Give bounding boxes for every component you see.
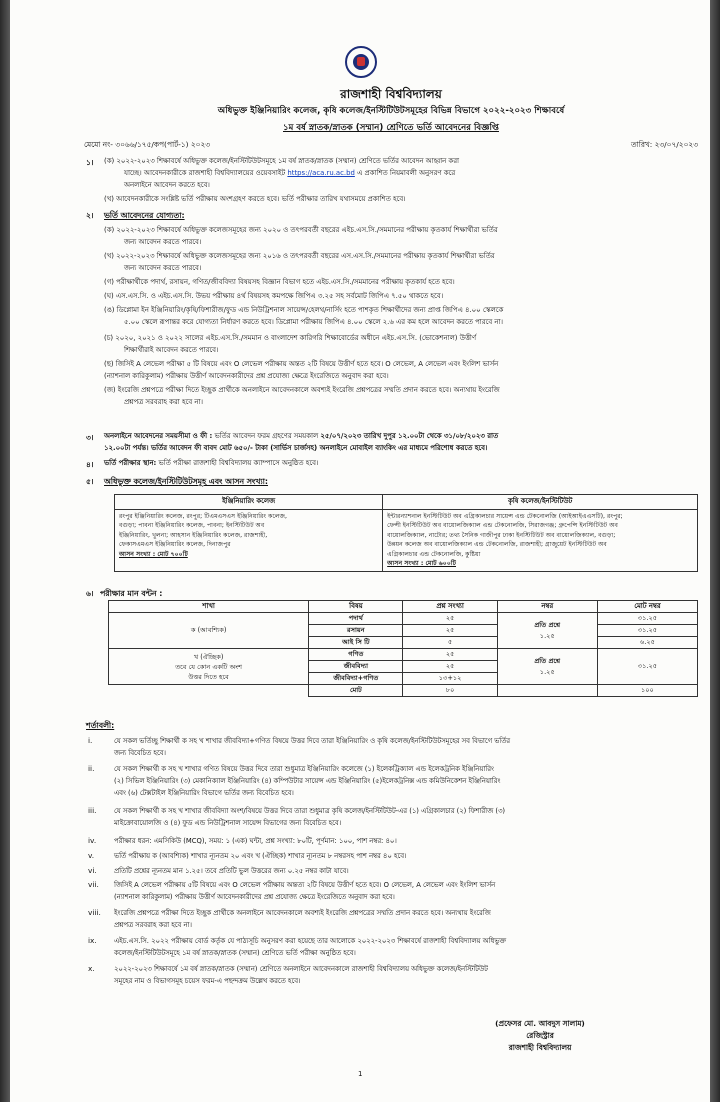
total-marks: ১০০ <box>597 685 697 697</box>
engineering-head: ইঞ্জিনিয়ারিং কলেজ <box>115 495 383 510</box>
section3-number: ৩। <box>86 433 94 442</box>
colleges-seats-table <box>114 494 698 572</box>
eligibility-item: ৫.০০ স্কেলে রূপান্তর করে যোগ্যতা নির্ধারণ করতে হবে। ডিপ্লোমা পরীক্ষায় জিপিএ ৪.০০ স্কেলে ২.৬ এর কম হলে আবেদন করতে পারবে না। <box>124 318 503 326</box>
section2-number: ২। <box>86 211 94 220</box>
agri-cell <box>383 509 698 571</box>
table-row-total: ৩১.২৫ <box>597 625 697 637</box>
section4-number: ৪। <box>86 460 94 469</box>
section4-line: ভর্তি পরীক্ষার স্থান: ভর্তি পরীক্ষা রাজশাহী বিশ্ববিদ্যালয় ক্যাম্পাসে অনুষ্ঠিত হবে। <box>104 459 319 467</box>
section1-kha: (খ) আবেদনকারীকে সংশ্লিষ্ট ভর্তি পরীক্ষায় অংশগ্রহণ করতে হবে। ভর্তি পরীক্ষার তারিখ যথাসময়ে প্রকাশিত হবে। <box>104 195 406 203</box>
rule-text: যে সকল শিক্ষার্থী ক সহ খ শাখার জীববিদ্যা অংশ/বিষয়ে উত্তর দিবে তারা শুধুমাত্র কৃষি কলেজ/ইনস্টিটিউট-এর (১) এগ্রিকালচার (২) ফিশারীজ (৩) <box>114 807 506 815</box>
eligibility-item: প্রশ্নপত্র সরবরাহ করা হবে না। <box>124 398 203 406</box>
eligibility-item: (ছ) জিসিই A লেভেল পরীক্ষা ৫ টি বিষয়ে এবং O লেভেল পরীক্ষায় অন্তত ২টি বিষয়ে উত্তীর্ণ হতে হবে। O লেভেল, A লেভেল এবং ইংলিশ ভার্সন <box>104 360 499 368</box>
agri-seats: আসন সংখ্যা : মোট ৬০০টি <box>387 560 456 567</box>
rule-text: (ন্যাশনাল কারিকুলাম) পরীক্ষায় উত্তীর্ণ আবেদনকারীদের প্রশ্ন প্রযোজ্য ক্ষেত্রে ইংরেজিতে অনুবাদ করা হবে। <box>114 893 395 901</box>
engineering-college-line: ইঞ্জিনিয়ারিং, খুলনা; আহসান ইঞ্জিনিয়ারিং কলেজ, রাজশাহী, <box>119 531 268 539</box>
rule-text: যে সকল শিক্ষার্থী ক সহ খ শাখার গণিত বিষয়ে উত্তর দিবে তারা শুধুমাত্র ইঞ্জিনিয়ারিং কলেজে (১) ইলেকট্রিক্যাল এন্ড ইলেকট্রনিক ইঞ্জিনিয়ারিং <box>114 765 494 773</box>
signatory-org: রাজশাহী বিশ্ববিদ্যালয় <box>508 1043 572 1052</box>
table-row-questions: ৫ <box>403 637 497 649</box>
section6-number: ৬। <box>86 589 94 598</box>
section6-title: পরীক্ষার মান বন্টন : <box>100 589 163 598</box>
rule-text: পরীক্ষার ধরন: এমসিকিউ (MCQ), সময়: ১ (এক) ঘন্টা, প্রশ্ন সংখ্যা: ৮০টি, পূর্ণমান: ১০০, পাশ নম্বর: ৪০। <box>114 837 397 845</box>
agri-college-line: এগ্রিকালচার এন্ড টেকনোলজি, কুষ্টিয়া <box>387 550 481 558</box>
notice-title-line2: ১ম বর্ষ স্নাতক/স্নাতক (সম্মান) শ্রেণিতে ভর্তি আবেদনের বিজ্ঞপ্তি <box>283 123 499 133</box>
col-branch: শাখা <box>109 601 309 613</box>
eligibility-item: শিক্ষার্থীরাই আবেদন করতে পারবে। <box>124 346 219 354</box>
table-row-questions: ২৫ <box>403 661 497 673</box>
mark-each-kha: প্রতি প্রশ্নে ১.২৫ <box>497 649 597 685</box>
engineering-college-line: ফেকাসএমএস ইঞ্জিনিয়ারিং কলেজ, দিনাজপুর <box>119 541 231 548</box>
agri-college-line: ফেন্সী ইনস্টিটিউট অব বায়োলজিক্যাল এন্ড টেকনোলজি, সিরাজগঞ্জ; গ্রুপেন্সি ইনস্টিটিউট অব <box>387 522 618 529</box>
memo-number: মেমো নং- ৩০৬৬/১৭৫/কপ(পার্ট-১) ২০২৩ <box>84 140 211 149</box>
engineering-colleges <box>119 512 378 550</box>
eligibility-item: (চ) ২০২০, ২০২১ ও ২০২২ সালের এইচ.এস.সি./সমমান ও বাংলাদেশ কারিগরি শিক্ষাবোর্ডের অধীনে এইচ.এস.সি. (ভোকেশনাল) উত্তীর্ণ <box>104 334 477 342</box>
signatory-role: রেজিস্ট্রার <box>526 1031 554 1040</box>
signature-block <box>470 1018 610 1054</box>
section5-number: ৫। <box>86 477 94 486</box>
left-edge-shadow <box>0 0 10 1102</box>
rule-number: vi. <box>88 866 97 875</box>
rules-title: শর্তাবলী: <box>86 721 115 730</box>
rule-number: vii. <box>88 880 99 889</box>
rule-text: যে সকল ভর্তিচ্ছু শিক্ষার্থী ক সহ খ শাখার জীববিদ্যা+গণিত বিষয়ে উত্তর দিবে তারা ইঞ্জিনিয়ারিং ও কৃষি কলেজ/ইনস্টিটিউটসমূহের সব বিভাগে ভর্তির <box>114 737 511 745</box>
agri-colleges <box>387 512 693 560</box>
section1-ka-line1: (ক) ২০২২-২০২৩ শিক্ষাবর্ষে অধিভুক্ত কলেজ/ইনস্টিটিউটসমূহে ১ম বর্ষ স্নাতক/স্নাতক (সম্মান) শ্রেণিতে ভর্তির আবেদন আহ্বান করা <box>104 157 460 165</box>
eligibility-item: জন্য আবেদন করতে পারবে। <box>124 264 202 272</box>
rule-text: জন্য বিবেচিত হবে। <box>114 749 166 757</box>
col-questions: প্রশ্ন সংখ্যা <box>403 601 497 613</box>
table-row-subject: পদার্থ <box>309 613 403 625</box>
section3-line2: ১২.০০টা পর্যন্ত। ভর্তির আবেদন ফী বাবদ মোট ৬৫০/- টাকা (সার্ভিস চার্জসহ) অনলাইনে মোবাইল ব্যাংকিং এর মাধ্যমে পরিশোধ করতে হবে। <box>104 444 488 452</box>
rule-number: ix. <box>88 936 97 945</box>
table-row-total: ৩১.২৫ <box>597 649 697 685</box>
col-total: মোট নম্বর <box>597 601 697 613</box>
total-questions: ৮০ <box>403 685 497 697</box>
table-row-questions: ২৫ <box>403 649 497 661</box>
total-label: মোট <box>309 685 403 697</box>
section3-line1: অনলাইনে আবেদনের সময়সীমা ও ফী : ভর্তির আবেদন ফরম গ্রহণের সময়কাল ২৫/০৭/২০২৩ তারিখ দুপুর ১২.০০টা থেকে ৩১/০৮/২০২৩ রাত <box>104 432 499 440</box>
section1-ka-line3: অনলাইনে আবেদন করতে হবে। <box>124 181 210 189</box>
rule-number: v. <box>88 851 95 860</box>
rule-text: প্রতিটি প্রশ্নের ন্যূনতম মান ১.২৫। তবে প্রতিটি ভুল উত্তরের জন্য ০.২৫ নম্বর কাটা যাবে। <box>114 867 349 875</box>
table-row-total: ৬.২৫ <box>597 637 697 649</box>
rule-number: x. <box>88 964 95 973</box>
table-row-subject: জীববিদ্যা <box>309 661 403 673</box>
rule-number: ii. <box>88 764 95 773</box>
group-ka: ক (আবশ্যিক) <box>109 613 309 649</box>
eligibility-item: (ঘ) এস.এস.সি. ও এইচ.এস.সি. উভয় পরীক্ষায় ৪র্থ বিষয়সহ কমপক্ষে জিপিএ ৩.২৫ সহ সর্বমোট জিপিএ ৭.৫০ থাকতে হবে। <box>104 292 444 300</box>
col-subject: বিষয় <box>309 601 403 613</box>
engineering-seats: আসন সংখ্যা : মোট ৭০০টি <box>119 550 188 558</box>
rule-text: (২) সিভিল ইঞ্জিনিয়ারিং (৩) মেকানিক্যাল ইঞ্জিনিয়ারিং (৪) কম্পিউটার সায়েন্স এন্ড ইঞ্জিনিয়ারিং (৫)ইলেকট্রনিক্স এন্ড কমিউনিকেশন ইঞ্জিনিয়ারিং <box>114 777 501 785</box>
rule-text: প্রশ্নপত্র সরবরাহ করা হবে না। <box>114 921 192 929</box>
rule-text: সমূহের নাম ও বিভাগসমূহ চয়েস ফরম-এ পছন্দক্রম উল্লেখ করতে হবে। <box>114 977 301 985</box>
agri-head: কৃষি কলেজ/ইনস্টিটিউট <box>383 495 698 510</box>
marks-distribution-table <box>108 600 698 697</box>
rule-text: ২০২২-২০২৩ শিক্ষাবর্ষে ১ম বর্ষ স্নাতক/স্নাতক (সম্মান) শ্রেণিতে অনলাইনে আবেদনকালে রাজশাহী বিশ্ববিদ্যালয় অধিভুক্ত কলেজ/ইনস্টিটিউট <box>114 965 488 973</box>
col-marks: নম্বর <box>497 601 597 613</box>
table-row-total: ৩১.২৫ <box>597 613 697 625</box>
eligibility-item: (ন্যাশনাল কারিকুলাম) পরীক্ষায় উত্তীর্ণ আবেদনকারীদের প্রশ্ন প্রযোজ্য ক্ষেত্রে ইংরেজিতে অনুবাদ করা হবে। <box>104 372 389 380</box>
table-row-questions: ২৫ <box>403 613 497 625</box>
group-kha: খ (ঐচ্ছিক) তবে যে কোন একটি অংশ উত্তর দিতে হবে <box>109 649 309 685</box>
memo-row <box>84 140 698 152</box>
rule-text: এবং (৬) টেক্সটাইল ইঞ্জিনিয়ারিং বিভাগে ভর্তির জন্য বিবেচিত হবে। <box>114 789 294 797</box>
rule-number: iv. <box>88 836 97 845</box>
rule-text: ভর্তি পরীক্ষায় ক (আবশ্যিক) শাখার ন্যূনতম ২০ এবং খ (ঐচ্ছিক) শাখার ন্যূনতম ৮ নম্বরসহ পাশ নম্বর ৪০ হবে। <box>114 852 407 860</box>
notice-date: তারিখ: ২৩/০৭/২০২৩ <box>631 140 698 149</box>
eligibility-item: (ঙ) ডিপ্লোমা ইন ইঞ্জিনিয়ারিং/কৃষি/ফিশারীজ/ফুড এন্ড নিউট্রিশনাল সায়েন্স/হেলথ/নার্সিং হতে পাশকৃত শিক্ষার্থীদের জন্য প্রাপ্ত জিপিএ ৪.০০ স্কেলকে <box>104 306 504 314</box>
eligibility-item: (গ) পরীক্ষার্থীকে পদার্থ, রসায়ন, গণিত/জীববিদ্যা বিষয়সহ বিজ্ঞান বিভাগ হতে এইচ.এস.সি./সমমানের পরীক্ষায় কৃতকার্য হতে হবে। <box>104 278 455 286</box>
rule-number: viii. <box>88 908 101 917</box>
table-row-subject: আই সি টি <box>309 637 403 649</box>
section5-title: অধিভুক্ত কলেজ/ইনস্টিটিউটসমূহ এবং আসন সংখ্যা: <box>104 477 269 486</box>
eligibility-item: জন্য আবেদন করতে পারবে। <box>124 238 202 246</box>
table-row-subject: গণিত <box>309 649 403 661</box>
engineering-college-line: বগুড়া; পাবনা ইঞ্জিনিয়ারিং কলেজ, পাবনা; ইনস্টিটিউট অব <box>119 522 265 529</box>
agri-college-line: উন্নয়ন কলেজ অব বায়োলজিক্যাল এন্ড টেকনোলজি, রাজশাহী; গ্রাজুয়েট ইনস্টিটিউট অব <box>387 541 607 548</box>
right-edge-shadow <box>710 0 720 1102</box>
engineering-college-line: রংপুর ইঞ্জিনিয়ারিং কলেজ, রংপুর; টিএমএসএস ইঞ্জিনিয়ারিং কলেজ, <box>119 512 287 520</box>
rule-text: এইচ.এস.সি. ২০২২ পরীক্ষায় বোর্ড কর্তৃক যে পাঠ্যসূচি অনুসরণ করা হয়েছে তার আলোকে ২০২২-২০২৩ শিক্ষাবর্ষে রাজশাহী বিশ্ববিদ্যালয় অধিভুক্ত <box>114 937 506 945</box>
university-logo-icon <box>345 46 377 78</box>
university-name: রাজশাহী বিশ্ববিদ্যালয় <box>340 87 442 101</box>
rule-text: ইংরেজি প্রশ্নপত্রে পরীক্ষা দিতে ইচ্ছুক প্রার্থীকে অনলাইনে আবেদনকালে অবশ্যই ইংরেজি প্রশ্নপত্রের সম্মতি প্রদান করতে হবে। অন্যথায় ইংরেজি <box>114 909 491 917</box>
rule-number: i. <box>88 736 93 745</box>
rule-text: মাইক্রোবায়োলজি ও (৪) ফুড এন্ড নিউট্রিশনাল সায়েন্স বিভাগের জন্য বিবেচিত হবে। <box>114 819 342 827</box>
eligibility-item: (জ) ইংরেজি প্রশ্নপত্রে পরীক্ষা দিতে ইচ্ছুক প্রার্থীকে অনলাইনে আবেদনকালে অবশ্যই ইংরেজি প্রশ্নপত্রের সম্মতি প্রদান করতে হবে। অন্যথায় ইংরেজি <box>104 386 500 394</box>
rule-text: কলেজ/ইনস্টিটিউটসমূহে ১ম বর্ষ স্নাতক/স্নাতক (সম্মান) শ্রেণিতে ভর্তি পরীক্ষা অনুষ্ঠিত হবে। <box>114 949 356 957</box>
notice-title-line1: অধিভুক্ত ইঞ্জিনিয়ারিং কলেজ, কৃষি কলেজ/ইনস্টিটিউটসমূহের বিভিন্ন বিভাগে ২০২২-২০২৩ শিক্ষাবর্ষে <box>217 106 565 116</box>
section2-title: ভর্তি আবেদনের যোগ্যতা: <box>104 211 185 220</box>
engineering-cell <box>115 509 383 571</box>
agri-college-line: বায়োলজিক্যাল, নাটোর; তথ্য সৈনিক গাজীপুর ঢাকা ইনস্টিটিউট অব বায়োলজিক্যাল, বগুড়া; <box>387 531 616 539</box>
agri-college-line: ইন্টারন্যাশনাল ইনস্টিটিউট অব এগ্রিকালচার সায়েন্স এন্ড টেকনোলজি (আইআইএএসটি), রংপুর; <box>387 512 623 520</box>
website-link[interactable]: https://aca.ru.ac.bd <box>287 169 355 177</box>
page-number: 1 <box>358 1070 363 1078</box>
eligibility-item: (ক) ২০২২-২০২৩ শিক্ষাবর্ষে অধিভুক্ত কলেজসমূহের জন্য ২০২০ ও তৎপরবর্তী বছরের এইচ.এস.সি./সমমানের পরীক্ষায় কৃতকার্য শিক্ষার্থীরা ভর্তির <box>104 226 498 234</box>
table-row-questions: ২৫ <box>403 625 497 637</box>
table-row-subject: জীববিদ্যা+গণিত <box>309 673 403 685</box>
rule-text: জিসিই A লেভেল পরীক্ষায় ৫টি বিষয়ে এবং O লেভেল পরীক্ষায় অন্তত্য ২টি বিষয়ে উত্তীর্ণ হতে হবে। O লেভেল, A লেভেল এবং ইংলিশ ভার্সন <box>114 881 496 889</box>
section1-ka-line2: যাচ্ছে। আবেদনকারীকে রাজশাহী বিশ্ববিদ্যালয়ের ওয়েবসাইট https://aca.ru.ac.bd এ প্রকাশিত নিয়মাবলী অনুসরণ করে <box>124 169 456 177</box>
rule-number: iii. <box>88 806 97 815</box>
section1-number: ১। <box>86 158 94 167</box>
signatory-name: (প্রফেসর মো. আবদুস সালাম) <box>495 1019 585 1028</box>
eligibility-item: (খ) ২০২২-২০২৩ শিক্ষাবর্ষে অধিভুক্ত কলেজসমূহের জন্য ২০১৬ ও তৎপরবর্তী বছরের এস.এস.সি./সমমানের পরীক্ষায় কৃতকার্য শিক্ষার্থীরা ভর্তির <box>104 252 495 260</box>
mark-each-ka: প্রতি প্রশ্নে ১.২৫ <box>497 613 597 649</box>
table-row-questions: ১৩+১২ <box>403 673 497 685</box>
table-row-subject: রসায়ন <box>309 625 403 637</box>
